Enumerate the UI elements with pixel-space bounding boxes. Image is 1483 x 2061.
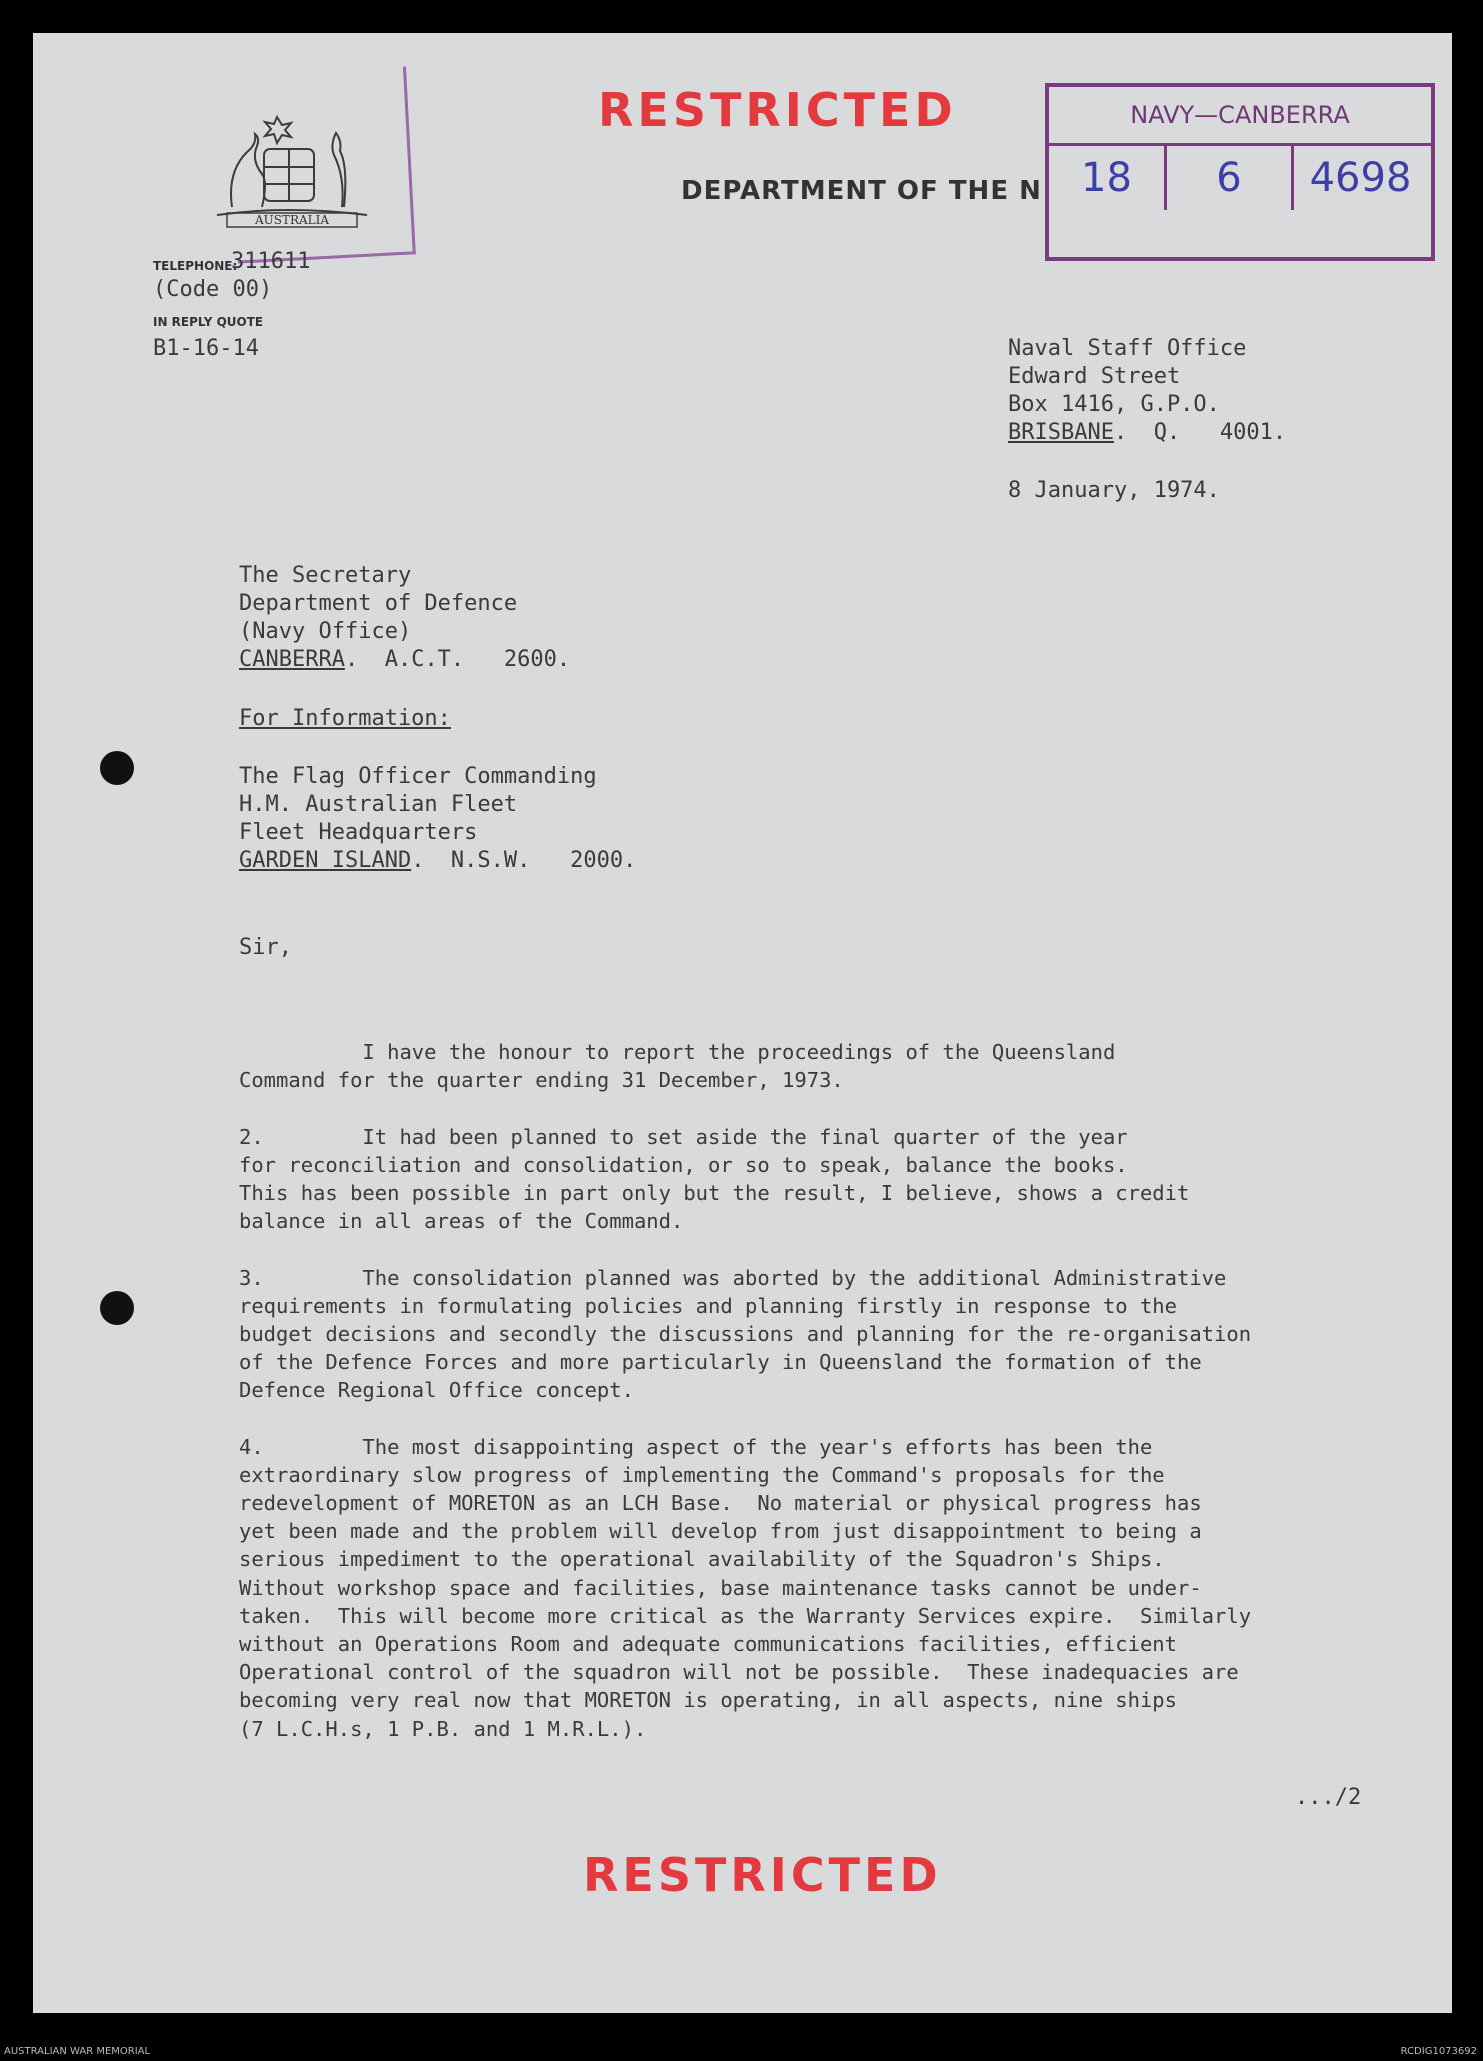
salutation: Sir,: [239, 935, 292, 960]
sender-line-2: Edward Street: [1008, 364, 1181, 389]
recipient-line-3: (Navy Office): [239, 619, 412, 644]
telephone-label: TELEPHONE:: [153, 259, 238, 273]
body-line: serious impediment to the operational availability of the Squadron's Ships.: [239, 1547, 1165, 1572]
sender-line-3: Box 1416, G.P.O.: [1008, 392, 1220, 417]
registration-number-2: 6: [1167, 146, 1294, 210]
body-line: 4. The most disappointing aspect of the year's efforts has been the: [239, 1434, 1153, 1459]
restricted-stamp-bottom: RESTRICTED: [583, 1848, 942, 1902]
recipient-line-2: Department of Defence: [239, 591, 518, 616]
body-line: [239, 1235, 1251, 1263]
department-heading: DEPARTMENT OF THE N: [681, 176, 1042, 206]
body-line: 2. It had been planned to set aside the final quarter of the year: [239, 1124, 1128, 1149]
body-line: Operational control of the squadron will not be possible. These inadequacies are: [239, 1660, 1239, 1685]
body-line: 3. The consolidation planned was aborted by the additional Administrative: [239, 1265, 1227, 1290]
crest-label: AUSTRALIA: [254, 213, 329, 227]
body-line: Command for the quarter ending 31 December, 1973.: [239, 1068, 844, 1093]
body-line: requirements in formulating policies and planning firstly in response to the: [239, 1293, 1177, 1318]
letter-date: 8 January, 1974.: [1008, 478, 1220, 503]
sender-city-rest: . Q. 4001.: [1113, 420, 1287, 445]
sender-city-line: [1008, 420, 1286, 445]
body-line: [239, 1094, 1251, 1122]
cc-city: GARDEN ISLAND: [239, 848, 412, 873]
body-line: yet been made and the problem will develop from just disappointment to being a: [239, 1519, 1202, 1544]
recipient-line-1: The Secretary: [239, 563, 412, 588]
registration-number-1: 18: [1049, 146, 1167, 210]
document-page: [33, 33, 1452, 2013]
reply-label: IN REPLY QUOTE: [153, 315, 264, 329]
sender-city: BRISBANE: [1008, 420, 1114, 445]
body-line: budget decisions and secondly the discussions and planning for the re-organisation: [239, 1321, 1252, 1346]
recipient-city-line: [239, 647, 570, 672]
sender-line-1: Naval Staff Office: [1008, 336, 1247, 361]
punch-hole-bottom: [100, 1291, 134, 1325]
registration-number-3: 4698: [1309, 155, 1412, 201]
body-line: of the Defence Forces and more particularly in Queensland the formation of the: [239, 1350, 1202, 1375]
body-line: for reconciliation and consolidation, or so to speak, balance the books.: [239, 1152, 1128, 1177]
body-line: taken. This will become more critical as the Warranty Services expire. Similarly: [239, 1603, 1252, 1628]
body-line: [239, 1404, 1251, 1432]
body-line: Defence Regional Office concept.: [239, 1378, 634, 1403]
registration-stamp-title: NAVY—CANBERRA: [1049, 87, 1431, 146]
body-line: I have the honour to report the proceedings of the Queensland: [239, 1040, 1116, 1064]
for-information-heading: For Information:: [239, 706, 451, 731]
telephone-number: 311611: [231, 249, 311, 274]
cc-city-rest: . N.S.W. 2000.: [411, 848, 637, 873]
body-line: without an Operations Room and adequate communications facilities, efficient: [239, 1631, 1177, 1656]
letter-body: [239, 1038, 1251, 1743]
body-line: Without workshop space and facilities, base maintenance tasks cannot be under-: [239, 1575, 1202, 1600]
body-line: redevelopment of MORETON as an LCH Base. No material or physical progress has: [239, 1491, 1202, 1515]
body-line: This has been possible in part only but the result, I believe, shows a credit: [239, 1180, 1190, 1205]
cc-line-2: H.M. Australian Fleet: [239, 792, 518, 817]
footer-left: AUSTRALIAN WAR MEMORIAL: [4, 2046, 151, 2057]
recipient-city: CANBERRA: [239, 647, 345, 672]
cc-city-line: [239, 848, 636, 873]
registration-stamp: [1045, 83, 1435, 261]
reference-number: B1-16-14: [153, 336, 259, 361]
body-line: becoming very real now that MORETON is operating, in all aspects, nine ships: [239, 1688, 1177, 1713]
body-line: extraordinary slow progress of implementing the Command's proposals for the: [239, 1462, 1165, 1487]
punch-hole-top: [100, 751, 134, 785]
partial-stamp-mark: [228, 66, 416, 263]
cc-line-1: The Flag Officer Commanding: [239, 764, 597, 789]
restricted-stamp-top: RESTRICTED: [598, 83, 957, 137]
cc-line-3: Fleet Headquarters: [239, 820, 478, 845]
code-text: (Code 00): [153, 277, 273, 302]
body-line: (7 L.C.H.s, 1 P.B. and 1 M.R.L.).: [239, 1716, 647, 1741]
recipient-city-rest: . A.C.T. 2600.: [344, 647, 571, 672]
page-continuation: .../2: [1295, 1785, 1362, 1810]
footer-right: RCDIG1073692: [1400, 2046, 1477, 2057]
body-line: balance in all areas of the Command.: [239, 1209, 684, 1234]
